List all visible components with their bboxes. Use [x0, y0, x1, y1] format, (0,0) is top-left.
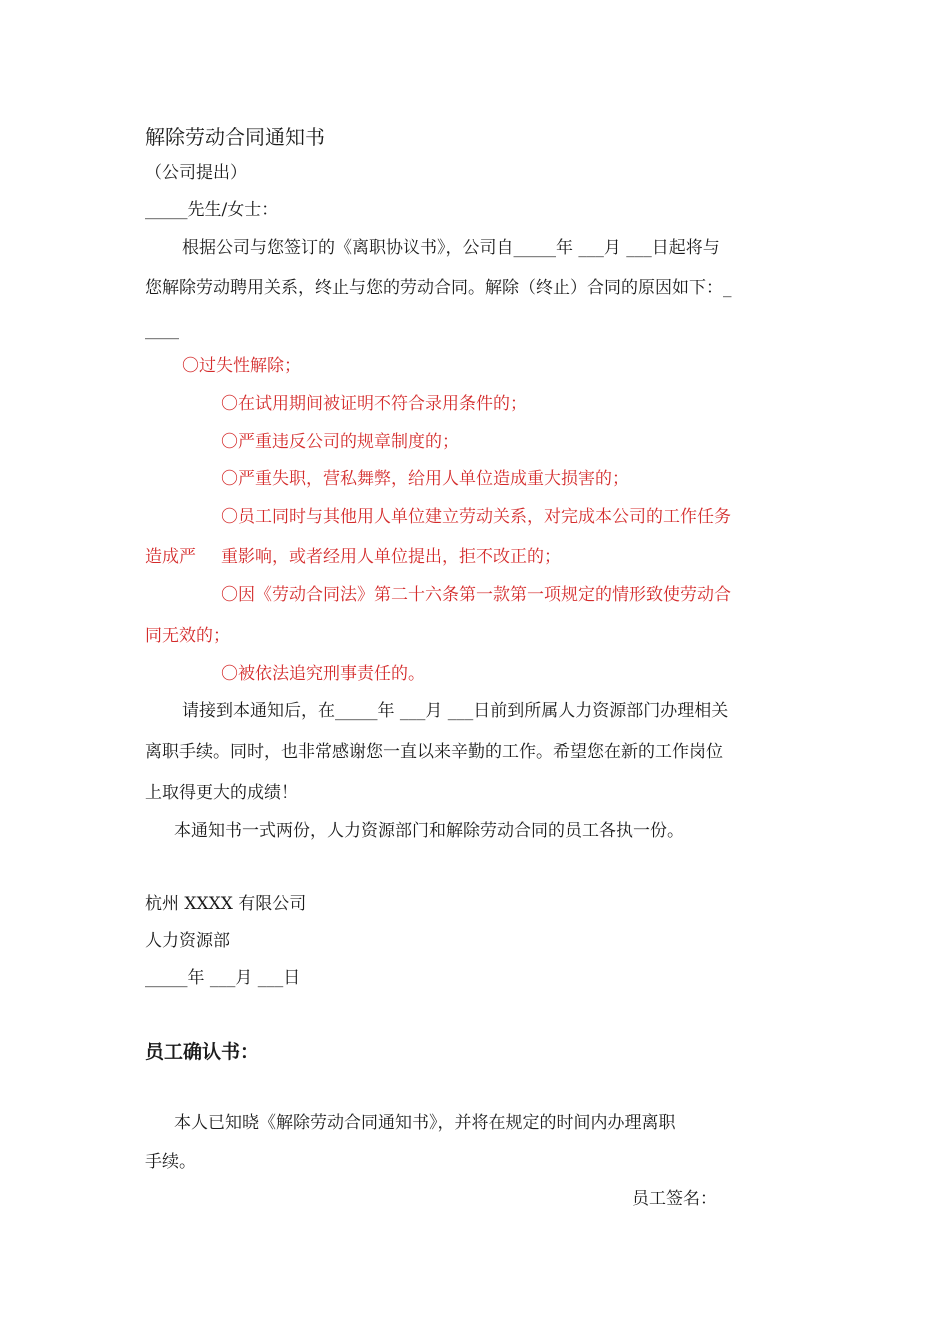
reason-invalid-contract-line-2: 同无效的； [145, 626, 230, 646]
paragraph-2-line-1: 请接到本通知后，在_____年 ___月 ___日前到所属人力资源部门办理相关 [182, 701, 729, 721]
reason-probation: 〇在试用期间被证明不符合录用条件的； [221, 394, 527, 414]
salutation: _____先生/女士： [145, 200, 279, 220]
paragraph-1-line-3: ____ [145, 320, 179, 340]
reason-neglect: 〇严重失职，营私舞弊，给用人单位造成重大损害的； [221, 469, 629, 489]
paragraph-3: 本通知书一式两份，人力资源部门和解除劳动合同的员工各执一份。 [174, 821, 684, 841]
paragraph-2-line-2: 离职手续。同时，也非常感谢您一直以来辛勤的工作。希望您在新的工作岗位 [145, 742, 723, 762]
reason-invalid-contract-line-1: 〇因《劳动合同法》第二十六条第一款第一项规定的情形致使劳动合 [221, 585, 731, 605]
reason-dual-employment-line-1: 〇员工同时与其他用人单位建立劳动关系，对完成本公司的工作任务 [221, 507, 731, 527]
reason-criminal-liability: 〇被依法追究刑事责任的。 [221, 664, 425, 684]
paragraph-2-line-3: 上取得更大的成绩！ [145, 783, 298, 803]
confirmation-line-2: 手续。 [145, 1152, 196, 1172]
reason-rule-violation: 〇严重违反公司的规章制度的； [221, 432, 459, 452]
reason-fault-dismissal: 〇过失性解除； [182, 356, 301, 376]
employee-signature-label: 员工签名： [632, 1189, 717, 1209]
document-title: 解除劳动合同通知书 [145, 125, 325, 149]
document-subtitle: （公司提出） [145, 163, 247, 183]
employee-confirmation-title: 员工确认书： [145, 1041, 260, 1063]
notice-date: _____年 ___月 ___日 [145, 968, 301, 988]
paragraph-1-line-1: 根据公司与您签订的《离职协议书》，公司自_____年 ___月 ___日起将与 [182, 238, 720, 258]
department-name: 人力资源部 [145, 931, 230, 951]
reason-dual-employment-line-2a: 造成严 [145, 547, 196, 567]
company-name: 杭州 XXXX 有限公司 [145, 894, 307, 914]
reason-dual-employment-line-2b: 重影响，或者经用人单位提出，拒不改正的； [221, 547, 561, 567]
paragraph-1-line-2: 您解除劳动聘用关系，终止与您的劳动合同。解除（终止）合同的原因如下：_ [145, 278, 732, 298]
confirmation-line-1: 本人已知晓《解除劳动合同通知书》，并将在规定的时间内办理离职 [174, 1113, 676, 1133]
